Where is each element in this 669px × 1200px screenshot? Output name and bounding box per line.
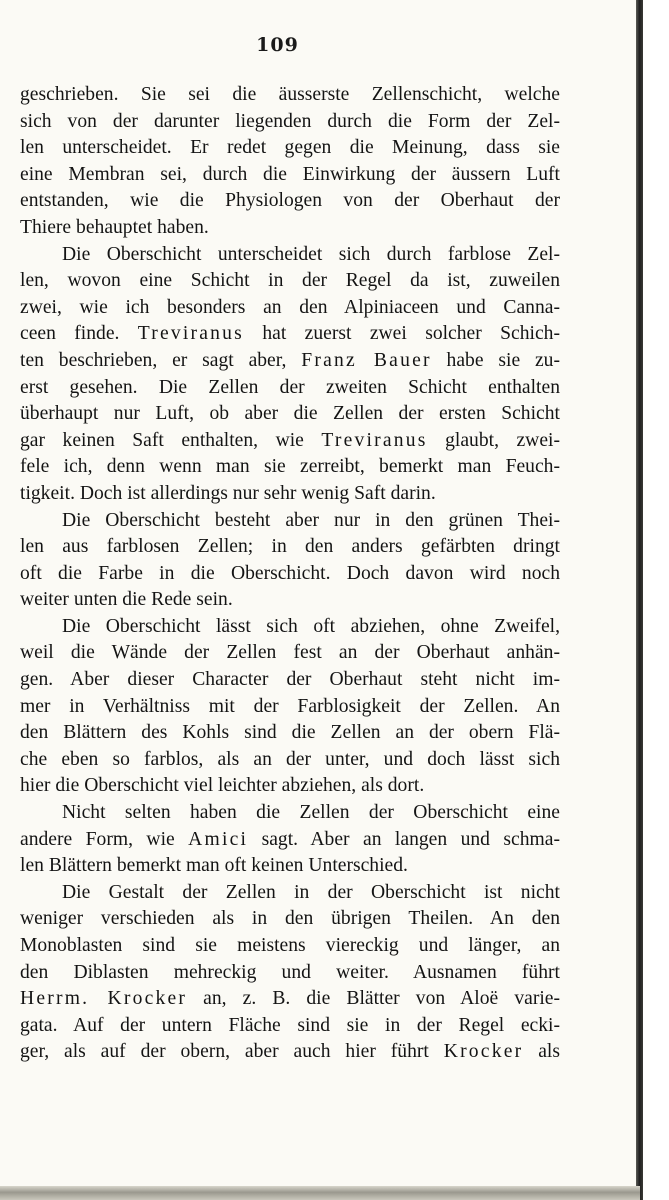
text-line: [20, 694, 560, 721]
spaced-name: Treviranus: [137, 323, 244, 345]
text-segment: den Blättern des Kohls sind die Zellen an der obern Flä-: [20, 722, 560, 744]
text-line: [20, 880, 560, 907]
text-line: [20, 1039, 560, 1066]
text-segment: überhaupt nur Luft, ob aber die Zellen der ersten Schicht: [20, 403, 560, 425]
text-line: [20, 587, 560, 614]
text-segment: eine Membran sei, durch die Einwirkung der äussern Luft: [20, 163, 560, 185]
text-line: [20, 960, 560, 987]
text-segment: Die Oberschicht unterscheidet sich durch farblose Zel-: [62, 243, 560, 265]
text-segment: den Diblasten mehreckig und weiter. Ausnamen führt: [20, 961, 560, 983]
text-segment: oft die Farbe in die Oberschicht. Doch davon wird noch: [20, 562, 560, 584]
text-line: [20, 401, 560, 428]
text-line: [20, 188, 560, 215]
text-segment: len, wovon eine Schicht in der Regel da ist, zuweilen: [20, 270, 560, 292]
text-line: [20, 82, 560, 109]
text-segment: len Blättern bemerkt man oft keinen Unterschied.: [20, 855, 408, 877]
text-line: [20, 454, 560, 481]
text-line: [20, 640, 560, 667]
text-line: [20, 481, 560, 508]
text-segment: Die Oberschicht besteht aber nur in den grünen Thei-: [62, 509, 560, 531]
text-line: [20, 215, 560, 242]
text-segment: gar keinen Saft enthalten, wie: [20, 429, 322, 451]
text-segment: weniger verschieden als in den übrigen Theilen. An den: [20, 908, 560, 930]
book-spine-shadow: [636, 0, 643, 1200]
text-line: [20, 933, 560, 960]
text-segment: sagt. Aber an langen und schma-: [248, 828, 560, 850]
text-line: [20, 508, 560, 535]
text-line: [20, 667, 560, 694]
text-line: [20, 747, 560, 774]
text-segment: als: [523, 1041, 560, 1063]
text-line: [20, 853, 560, 880]
text-line: [20, 268, 560, 295]
text-segment: ten beschrieben, er sagt aber,: [20, 349, 302, 371]
scan-margin: [643, 0, 669, 1200]
text-segment: Nicht selten haben die Zellen der Oberschicht eine: [62, 802, 560, 824]
text-segment: hat zuerst zwei solcher Schich-: [243, 323, 560, 345]
text-line: [20, 295, 560, 322]
text-segment: sich von der darunter liegenden durch die Form der Zel-: [20, 110, 560, 132]
text-line: [20, 162, 560, 189]
text-segment: glaubt, zwei-: [427, 429, 560, 451]
text-segment: len aus farblosen Zellen; in den anders gefärbten dringt: [20, 536, 560, 558]
text-segment: hier die Oberschicht viel leichter abziehen, als dort.: [20, 775, 425, 797]
text-segment: geschrieben. Sie sei die äusserste Zellenschicht, welche: [20, 84, 560, 105]
text-segment: Monoblasten sind sie meistens viereckig und länger, an: [20, 935, 560, 956]
text-segment: Thiere behauptet haben.: [20, 216, 209, 238]
text-segment: an, z. B. die Blätter von Aloë varie-: [187, 988, 560, 1010]
spaced-name: Franz Bauer: [301, 349, 432, 371]
text-segment: mer in Verhältniss mit der Farblosigkeit der Zellen. An: [20, 695, 560, 717]
text-line: [20, 534, 560, 561]
text-segment: Die Gestalt der Zellen in der Oberschicht ist nicht: [62, 881, 560, 903]
body-text: [20, 82, 560, 1066]
text-line: [20, 1013, 560, 1040]
text-line: [20, 906, 560, 933]
spaced-name: Amici: [188, 828, 249, 850]
page-bottom-edge: [0, 1186, 640, 1200]
text-line: [20, 561, 560, 588]
spaced-name: Herrm. Krocker: [20, 988, 188, 1010]
text-line: [20, 986, 560, 1013]
text-segment: Die Oberschicht lässt sich oft abziehen, ohne Zweifel,: [62, 615, 560, 637]
text-line: [20, 773, 560, 800]
text-line: [20, 242, 560, 269]
text-segment: gen. Aber dieser Character der Oberhaut steht nicht im-: [20, 669, 560, 691]
text-segment: ger, als auf der obern, aber auch hier führt: [20, 1041, 444, 1063]
text-segment: tigkeit. Doch ist allerdings nur sehr wenig Saft darin.: [20, 482, 436, 504]
text-segment: ceen finde.: [20, 323, 138, 345]
text-line: [20, 720, 560, 747]
text-segment: entstanden, wie die Physiologen von der Oberhaut der: [20, 190, 560, 212]
text-segment: weil die Wände der Zellen fest an der Oberhaut anhän-: [20, 642, 560, 664]
text-segment: habe sie zu-: [431, 349, 560, 371]
text-segment: andere Form, wie: [20, 828, 189, 850]
spaced-name: Treviranus: [321, 429, 428, 451]
spaced-name: Krocker: [443, 1041, 524, 1063]
text-segment: weiter unten die Rede sein.: [20, 589, 233, 611]
text-line: [20, 428, 560, 455]
text-line: [20, 109, 560, 136]
text-line: [20, 827, 560, 854]
text-line: [20, 614, 560, 641]
text-segment: fele ich, denn wenn man sie zerreibt, bemerkt man Feuch-: [20, 456, 560, 478]
text-segment: len unterscheidet. Er redet gegen die Meinung, dass sie: [20, 137, 560, 159]
text-line: [20, 135, 560, 162]
text-line: [20, 800, 560, 827]
text-line: [20, 321, 560, 348]
text-segment: erst gesehen. Die Zellen der zweiten Schicht enthalten: [20, 376, 560, 398]
text-segment: zwei, wie ich besonders an den Alpiniaceen und Canna-: [20, 296, 560, 318]
text-line: [20, 348, 560, 375]
text-line: [20, 375, 560, 402]
text-segment: che eben so farblos, als an der unter, und doch lässt sich: [20, 748, 560, 770]
page-number: 109: [256, 34, 299, 56]
text-segment: gata. Auf der untern Fläche sind sie in der Regel ecki-: [20, 1014, 560, 1036]
